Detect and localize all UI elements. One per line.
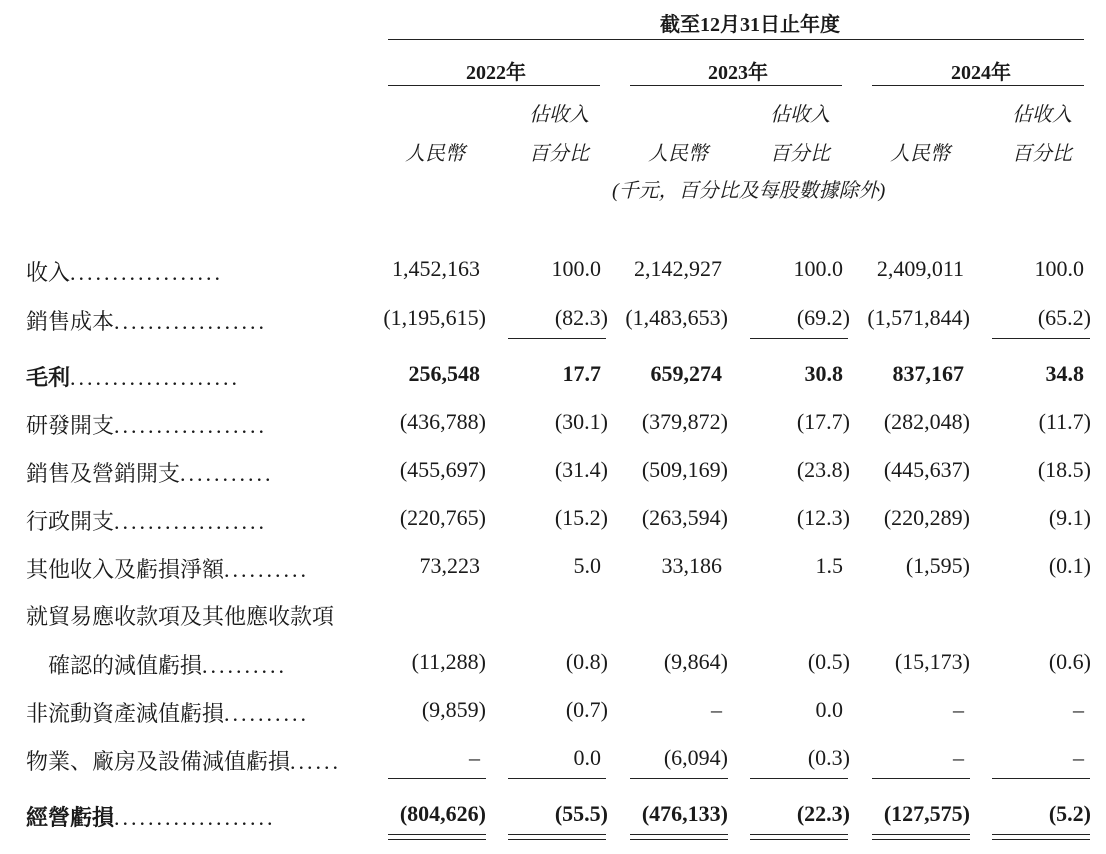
pct-col-2022-line1: 佔收入 — [529, 104, 589, 126]
cell-ppe-2023-pct: (0.3) — [807, 745, 850, 770]
cell-noncurrent-2024-pct: – — [1073, 697, 1084, 722]
double-rule-2023-pct-a — [750, 834, 848, 835]
units-note: (千元，百分比及每股數據除外) — [612, 180, 886, 202]
row-label-impairment-receivables-line1: 就貿易應收款項及其他應收款項 — [26, 604, 335, 629]
cell-other-income-2022-rmb: 73,223 — [419, 553, 480, 578]
cell-ppe-2023-rmb: (6,094) — [663, 745, 728, 770]
double-rule-2023-rmb-a — [630, 834, 728, 835]
cell-impair-recv-2024-pct: (0.6) — [1048, 649, 1091, 674]
row-label-selling-expenses: 銷售及營銷開支........... — [26, 461, 274, 486]
double-rule-2024-rmb-b — [872, 839, 970, 840]
cell-rnd-2023-pct: (17.7) — [796, 409, 850, 434]
cell-ppe-2022-rmb: – — [469, 745, 480, 770]
double-rule-2024-pct-a — [992, 834, 1090, 835]
cell-cost-2022-rmb: (1,195,615) — [383, 305, 486, 330]
cell-gross-profit-2024-pct: 34.8 — [1045, 361, 1084, 386]
cell-admin-2022-rmb: (220,765) — [399, 505, 486, 530]
cell-revenue-2024-rmb: 2,409,011 — [876, 256, 964, 281]
cell-operating-loss-2023-pct: (22.3) — [796, 801, 850, 826]
row-label-other-income-losses: 其他收入及虧損淨額.......... — [26, 557, 310, 582]
cell-impair-recv-2023-pct: (0.5) — [807, 649, 850, 674]
cell-admin-2022-pct: (15.2) — [554, 505, 608, 530]
period-rule — [388, 39, 1084, 40]
cell-other-income-2023-rmb: 33,186 — [661, 553, 722, 578]
double-rule-2024-rmb-a — [872, 834, 970, 835]
row-label-impairment-receivables-line2: 確認的減值虧損.......... — [48, 653, 288, 678]
double-rule-2024-pct-b — [992, 839, 1090, 840]
cell-noncurrent-2023-rmb: – — [711, 697, 722, 722]
row-label-revenue: 收入.................. — [26, 260, 224, 285]
rmb-col-2022: 人民幣 — [405, 143, 465, 165]
cell-other-income-2024-pct: (0.1) — [1048, 553, 1091, 578]
double-rule-2023-pct-b — [750, 839, 848, 840]
row-label-ppe-impairment: 物業、廠房及設備減值虧損...... — [26, 749, 342, 774]
year-2022-rule — [388, 85, 600, 86]
cell-cost-2023-pct: (69.2) — [796, 305, 850, 330]
cell-impair-recv-2024-rmb: (15,173) — [894, 649, 970, 674]
cell-impair-recv-2023-rmb: (9,864) — [663, 649, 728, 674]
cell-rnd-2024-rmb: (282,048) — [883, 409, 970, 434]
row-label-operating-loss: 經營虧損................... — [26, 805, 276, 830]
cell-impair-recv-2022-pct: (0.8) — [565, 649, 608, 674]
cell-cost-2024-rmb: (1,571,844) — [867, 305, 970, 330]
cell-noncurrent-2022-rmb: (9,859) — [421, 697, 486, 722]
cell-other-income-2022-pct: 5.0 — [573, 553, 601, 578]
row-label-cost-of-sales: 銷售成本.................. — [26, 309, 268, 334]
double-rule-2022-rmb-a — [388, 834, 486, 835]
period-header: 截至12月31日止年度 — [660, 14, 840, 36]
row-label-gross-profit: 毛利.................... — [26, 365, 241, 390]
cell-gross-profit-2024-rmb: 837,167 — [892, 361, 964, 386]
cell-revenue-2023-pct: 100.0 — [793, 256, 843, 281]
cell-other-income-2023-pct: 1.5 — [815, 553, 843, 578]
cell-gross-profit-2023-pct: 30.8 — [804, 361, 843, 386]
double-rule-2022-rmb-b — [388, 839, 486, 840]
cell-noncurrent-2024-rmb: – — [953, 697, 964, 722]
cell-gross-profit-2022-pct: 17.7 — [562, 361, 601, 386]
year-2023-rule — [630, 85, 842, 86]
row-label-admin-expenses: 行政開支.................. — [26, 509, 268, 534]
cell-admin-2024-rmb: (220,289) — [883, 505, 970, 530]
cell-rnd-2024-pct: (11.7) — [1038, 409, 1091, 434]
cell-impair-recv-2022-rmb: (11,288) — [411, 649, 486, 674]
cell-revenue-2022-rmb: 1,452,163 — [392, 256, 480, 281]
year-2023-header: 2023年 — [708, 62, 768, 84]
cell-admin-2024-pct: (9.1) — [1048, 505, 1091, 530]
cell-other-income-2024-rmb: (1,595) — [905, 553, 970, 578]
cell-noncurrent-2022-pct: (0.7) — [565, 697, 608, 722]
rmb-col-2024: 人民幣 — [890, 143, 950, 165]
cell-cost-2022-pct: (82.3) — [554, 305, 608, 330]
total-rule-2023-rmb — [630, 778, 728, 779]
cell-operating-loss-2023-rmb: (476,133) — [641, 801, 728, 826]
cell-revenue-2023-rmb: 2,142,927 — [634, 256, 722, 281]
cell-selling-2024-rmb: (445,637) — [883, 457, 970, 482]
row-label-rnd-expenses: 研發開支.................. — [26, 413, 268, 438]
rmb-col-2023: 人民幣 — [648, 143, 708, 165]
cell-noncurrent-2023-pct: 0.0 — [815, 697, 843, 722]
pct-col-2023-line1: 佔收入 — [770, 104, 830, 126]
cell-operating-loss-2022-rmb: (804,626) — [399, 801, 486, 826]
cell-cost-2024-pct: (65.2) — [1037, 305, 1091, 330]
cell-rnd-2022-rmb: (436,788) — [399, 409, 486, 434]
cell-cost-2023-rmb: (1,483,653) — [625, 305, 728, 330]
cell-revenue-2022-pct: 100.0 — [551, 256, 601, 281]
cell-operating-loss-2024-rmb: (127,575) — [883, 801, 970, 826]
cell-selling-2024-pct: (18.5) — [1037, 457, 1091, 482]
cell-rnd-2022-pct: (30.1) — [554, 409, 608, 434]
pct-col-2024-line1: 佔收入 — [1012, 104, 1072, 126]
double-rule-2022-pct-b — [508, 839, 606, 840]
cell-ppe-2024-pct: – — [1073, 745, 1084, 770]
row-label-noncurrent-impairment: 非流動資產減值虧損.......... — [26, 701, 310, 726]
year-2024-rule — [872, 85, 1084, 86]
cell-selling-2023-rmb: (509,169) — [641, 457, 728, 482]
cell-ppe-2024-rmb: – — [953, 745, 964, 770]
year-2024-header: 2024年 — [951, 62, 1011, 84]
cell-revenue-2024-pct: 100.0 — [1034, 256, 1084, 281]
subtotal-rule-2022-pct — [508, 338, 606, 339]
pct-col-2024-line2: 百分比 — [1012, 143, 1072, 165]
cell-rnd-2023-rmb: (379,872) — [641, 409, 728, 434]
total-rule-2024-pct — [992, 778, 1090, 779]
cell-ppe-2022-pct: 0.0 — [573, 745, 601, 770]
total-rule-2023-pct — [750, 778, 848, 779]
cell-selling-2022-pct: (31.4) — [554, 457, 608, 482]
total-rule-2022-pct — [508, 778, 606, 779]
subtotal-rule-2024-pct — [992, 338, 1090, 339]
cell-selling-2022-rmb: (455,697) — [399, 457, 486, 482]
pct-col-2023-line2: 百分比 — [770, 143, 830, 165]
subtotal-rule-2023-pct — [750, 338, 848, 339]
cell-gross-profit-2023-rmb: 659,274 — [650, 361, 722, 386]
cell-admin-2023-pct: (12.3) — [796, 505, 850, 530]
double-rule-2022-pct-a — [508, 834, 606, 835]
pct-col-2022-line2: 百分比 — [529, 143, 589, 165]
cell-operating-loss-2022-pct: (55.5) — [554, 801, 608, 826]
year-2022-header: 2022年 — [466, 62, 526, 84]
cell-operating-loss-2024-pct: (5.2) — [1048, 801, 1091, 826]
cell-admin-2023-rmb: (263,594) — [641, 505, 728, 530]
cell-selling-2023-pct: (23.8) — [796, 457, 850, 482]
double-rule-2023-rmb-b — [630, 839, 728, 840]
total-rule-2024-rmb — [872, 778, 970, 779]
cell-gross-profit-2022-rmb: 256,548 — [408, 361, 480, 386]
total-rule-2022-rmb — [388, 778, 486, 779]
